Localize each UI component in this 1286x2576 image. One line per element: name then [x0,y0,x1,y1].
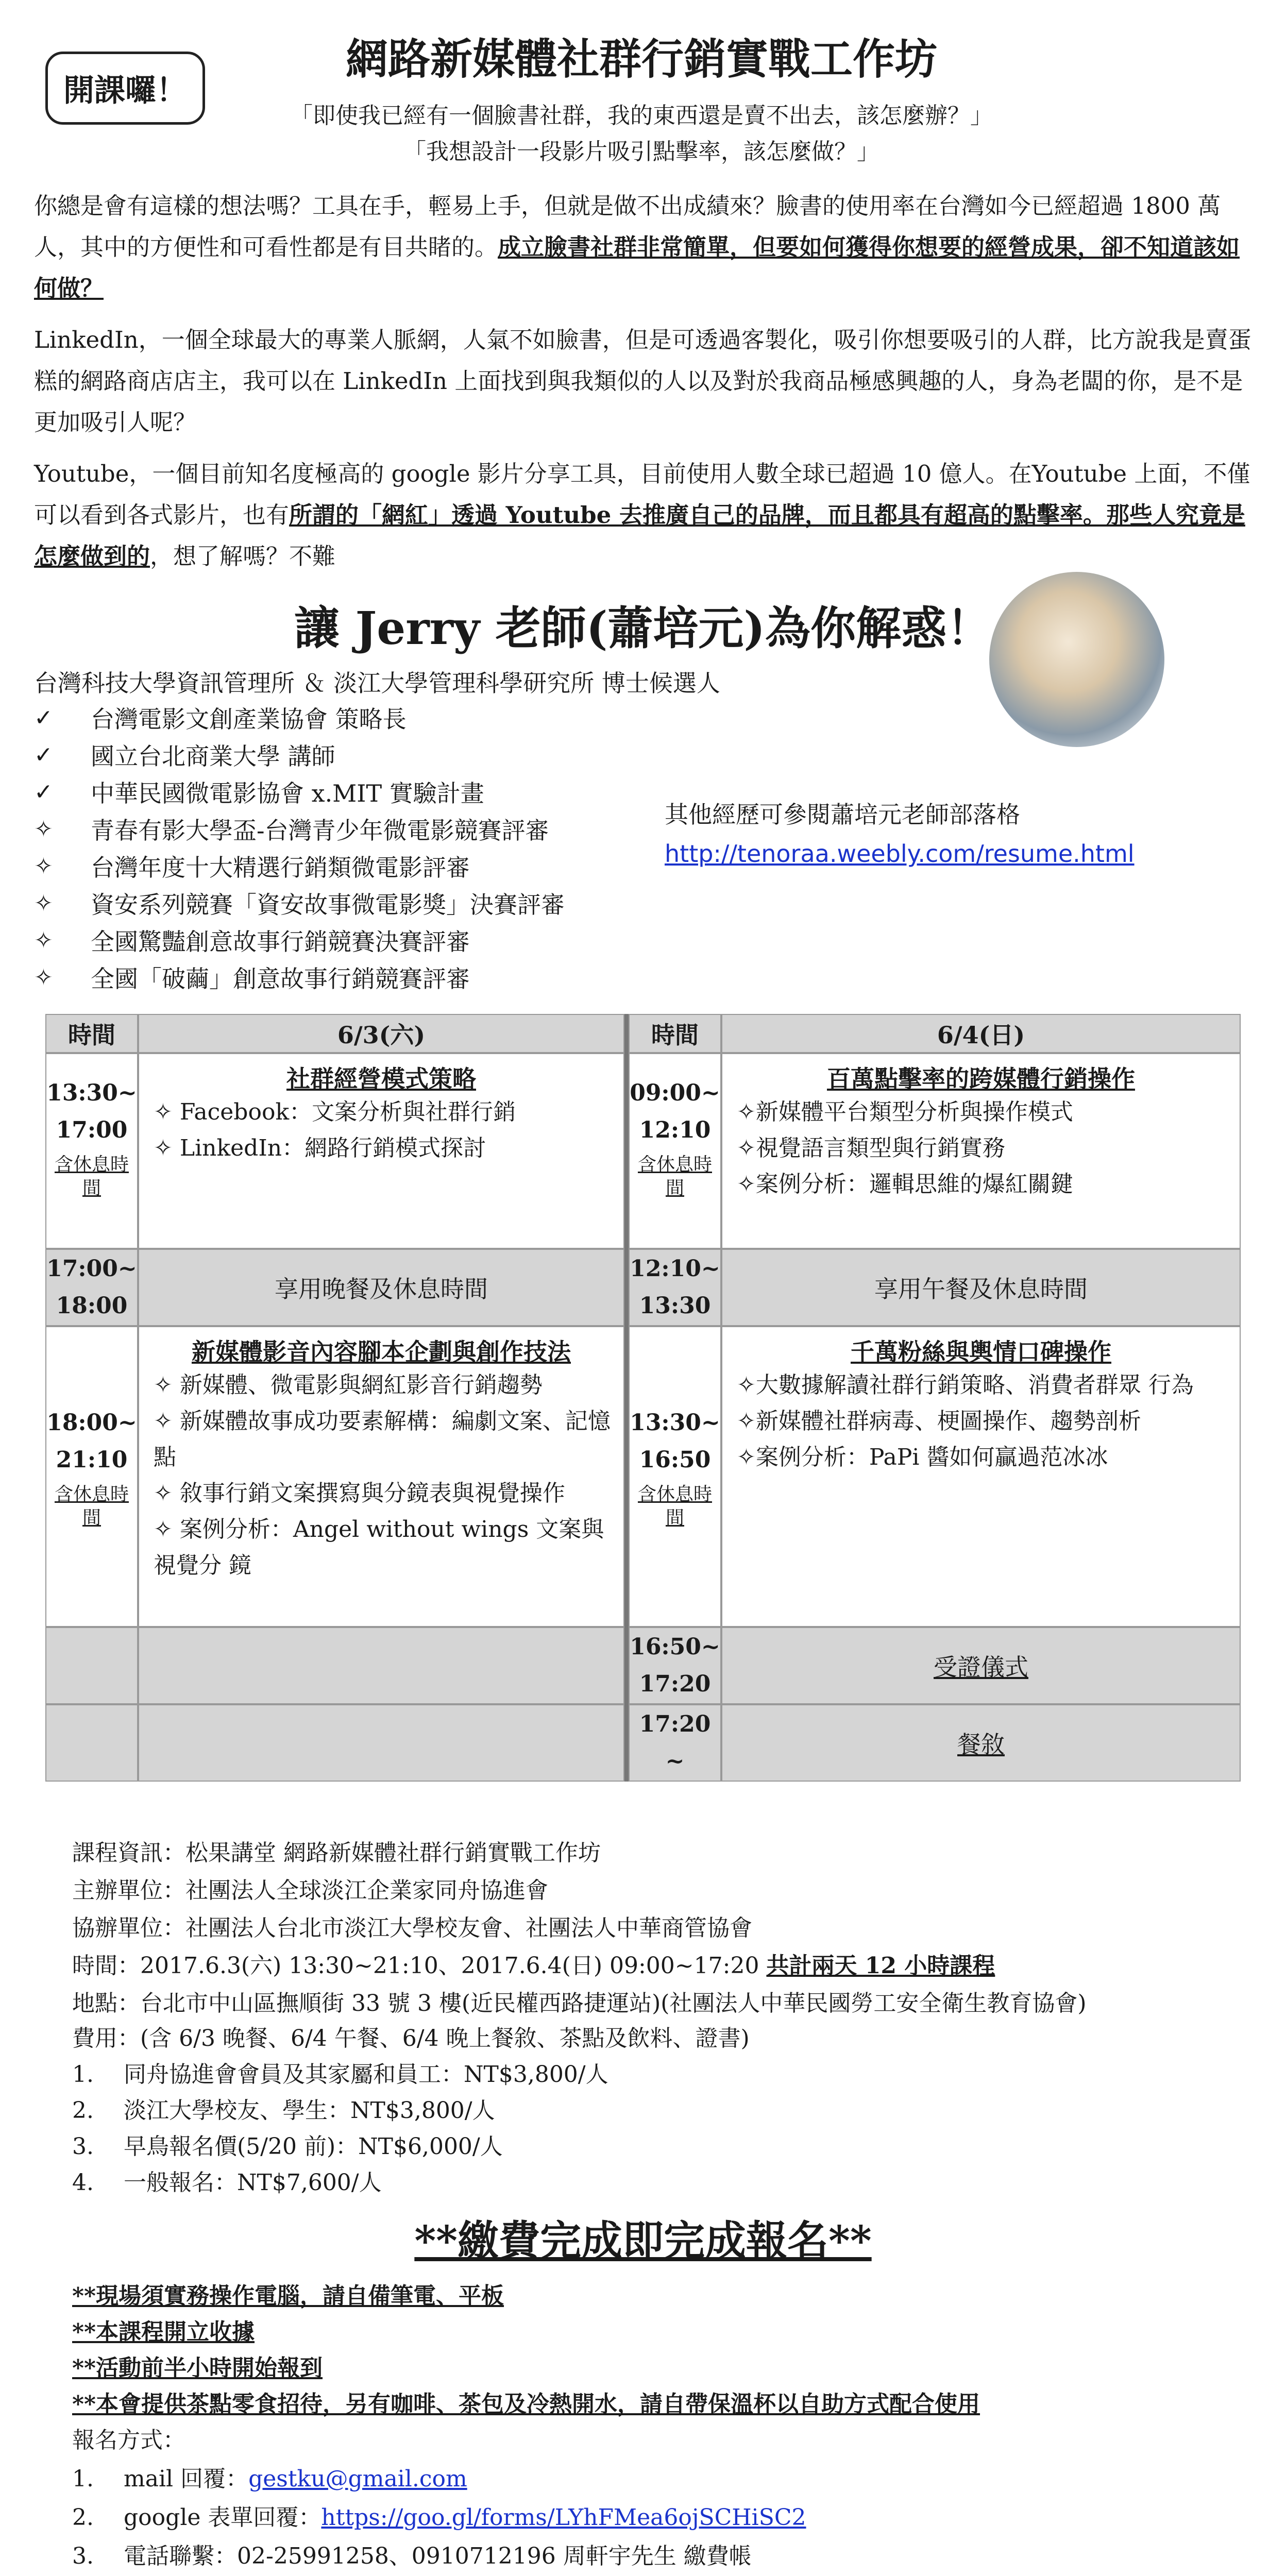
break-note: 含休息時間 [637,1484,712,1529]
cv-item-text: 全國「破繭」創意故事行銷競賽評審 [91,965,470,993]
break-note: 含休息時間 [637,1154,712,1199]
cv-item-text: 國立台北商業大學 講師 [91,742,335,770]
day2-header: 6/4(日) [721,1014,1241,1053]
event-duration: 共計兩天 12 小時課程 [766,1953,995,1979]
price-text: 一般報名：NT$7,600/人 [124,2170,382,2196]
time-header: 時間 [45,1014,138,1053]
cv-item-text: 資安系列競賽「資安故事微電影獎」決賽評審 [91,891,565,919]
cv-item-text: 台灣年度十大精選行銷類微電影評審 [91,854,470,882]
price-item [72,2164,382,2197]
list-number: 2. [72,2504,94,2531]
price-item [72,2092,495,2125]
note-item: **本會提供茶點零食招待，另有咖啡、茶包及冷熱開水，請自帶保溫杯以自助方式配合使用 [72,2391,980,2417]
cv-item-text: 中華民國微電影協會 x.MIT 實驗計畫 [91,779,484,807]
signup-item [72,2460,467,2493]
certificate-ceremony: 受證儀式 [721,1627,1241,1704]
p1-text: 你總是會有這樣的想法嗎？工具在手，輕易上手，但就是做不出成績來？臉書的使用率在台灣如今已經超過 1800 萬人，其中的方便性和可看性都是有目共睹的。 [34,192,1221,261]
session-time [45,1053,138,1249]
list-number: 1. [72,2061,94,2088]
price-item [72,2056,608,2089]
session-item: ✧ 新媒體故事成功要素解構：編劇文案、記憶點 [154,1408,611,1470]
note-item: **活動前半小時開始報到 [72,2355,323,2381]
sparkle-icon: ✧ [34,853,53,879]
session-item: ✧ 案例分析：Angel without wings 文案與視覺分 鏡 [154,1516,604,1579]
quote-2: 「我想設計一段影片吸引點擊率，該怎麼做？」 [403,139,879,165]
intro-paragraph-facebook [34,185,1255,309]
meal-time: 12:10~ 13:30 [629,1249,721,1326]
schedule-table [45,1014,1241,1782]
badge-text: 開課囉！ [63,73,187,109]
google-form-link[interactable]: https://goo.gl/forms/LYhFMea6ojSCHiSC2 [321,2504,806,2531]
empty-cell [138,1704,624,1782]
session-title: 千萬粉絲與輿情口碑操作 [851,1338,1111,1366]
break-note: 含休息時間 [54,1154,129,1199]
time-range: 09:00~ 12:10 [630,1080,720,1143]
note-item: **本課程開立收據 [72,2319,255,2345]
empty-cell [45,1704,138,1782]
price-item [72,2128,503,2161]
email-link[interactable]: gestku@gmail.com [248,2466,467,2492]
check-icon: ✓ [34,704,53,731]
session-item: ✧ 敘事行銷文案撰寫與分鏡表與視覺操作 [154,1480,565,1506]
session-item: ✧ LinkedIn：網路行銷模式探討 [154,1135,486,1161]
lunch-break: 享用午餐及休息時間 [721,1249,1241,1326]
session-item: ✧案例分析：PaPi 醬如何贏過范冰冰 [737,1444,1108,1470]
session-cell [138,1053,624,1249]
time-header: 時間 [629,1014,721,1053]
blog-label: 其他經歷可參閱蕭培元老師部落格 [665,801,1020,828]
cv-item [34,738,335,772]
check-icon: ✓ [34,778,53,805]
session-item: ✧ Facebook：文案分析與社群行銷 [154,1099,516,1125]
signup-item [72,2537,752,2570]
session-item: ✧新媒體平台類型分析與操作模式 [737,1099,1073,1125]
cv-item-text: 全國驚豔創意故事行銷競賽決賽評審 [91,928,470,956]
time-range: 13:30~ 16:50 [630,1410,720,1473]
p1-emphasis: 成立臉書社群非常簡單，但要如何獲得你想要的經營成果，卻不知道該如何做？ [34,233,1240,302]
p3-text: Youtube，一個目前知名度極高的 google 影片分享工具，目前使用人數全球已超過 10 億人。在Youtube 上面，不僅可以看到各式影片，也有 [34,460,1250,529]
signup-label: google 表單回覆： [124,2504,321,2531]
dinner-break: 享用晚餐及休息時間 [138,1249,624,1326]
session-item: ✧視覺語言類型與行銷實務 [737,1135,1005,1161]
session-title: 百萬點擊率的跨媒體行銷操作 [827,1065,1135,1093]
list-number: 3. [72,2133,94,2160]
event-time-text: 時間：2017.6.3(六) 13:30~21:10、2017.6.4(日) 09:00~17:20 [72,1953,767,1979]
session-title: 新媒體影音內容腳本企劃與創作技法 [192,1338,571,1366]
cv-item [34,886,565,920]
cv-item [34,960,470,994]
fee-info: 費用：(含 6/3 晚餐、6/4 午餐、6/4 晚上餐敘、茶點及飲料、證書) [72,2025,750,2052]
course-info: 課程資訊：松果講堂 網路新媒體社群行銷實戰工作坊 [72,1840,601,1866]
dinner-party-time: 17:20 ~ [629,1704,721,1782]
session-cell [721,1326,1241,1627]
ceremony-time: 16:50~ 17:20 [629,1627,721,1704]
session-cell [138,1326,624,1627]
price-text: 淡江大學校友、學生：NT$3,800/人 [124,2097,495,2124]
open-course-badge [45,52,205,125]
price-text: 同舟協進會會員及其家屬和員工：NT$3,800/人 [124,2061,608,2088]
intro-paragraph-youtube [34,453,1255,577]
list-number: 4. [72,2170,94,2196]
cv-item [34,775,484,809]
co-organizer: 協辦單位：社團法人台北市淡江大學校友會、社團法人中華商管協會 [72,1915,752,1941]
signup-label: 電話聯繫：02-25991258、0910712196 周軒宇先生 繳費帳 [124,2543,752,2569]
session-item: ✧新媒體社群病毒、梗圖操作、趨勢剖析 [737,1408,1141,1434]
meal-time: 17:00~ 18:00 [45,1249,138,1326]
p3-tail: ，想了解嗎？不難 [150,543,336,570]
cv-item [34,812,549,846]
list-number: 1. [72,2466,94,2492]
event-time [72,1947,995,1980]
dinner-party: 餐敘 [721,1704,1241,1782]
time-range: 18:00~ 21:10 [46,1410,137,1473]
session-time [629,1053,721,1249]
cv-item [34,923,470,957]
day1-header: 6/3(六) [138,1014,624,1053]
sparkle-icon: ✧ [34,927,53,954]
organizer: 主辦單位：社團法人全球淡江企業家同舟協進會 [72,1877,548,1904]
cv-item-text: 青春有影大學盃-台灣青少年微電影競賽評審 [91,817,549,844]
p3-emphasis: 所謂的「網紅」透過 Youtube 去推廣自己的品牌，而且都具有超高的點擊率。那些人究竟是怎麼做到的 [34,501,1245,570]
session-item: ✧大數據解讀社群行銷策略、消費者群眾 行為 [737,1372,1194,1398]
page-title: 網路新媒體社群行銷實戰工作坊 [345,35,937,84]
break-note: 含休息時間 [54,1484,129,1529]
session-time [45,1326,138,1627]
empty-cell [45,1627,138,1704]
table-divider [624,1014,629,1782]
event-place: 地點：台北市中山區撫順街 33 號 3 樓(近民權西路捷運站)(社團法人中華民國勞工安全衛生教育協會) [72,1990,1087,2016]
session-item: ✧ 新媒體、微電影與網紅影音行銷趨勢 [154,1372,543,1398]
empty-cell [138,1627,624,1704]
sparkle-icon: ✧ [34,890,53,917]
sparkle-icon: ✧ [34,964,53,991]
cv-item [34,701,407,735]
list-number: 2. [72,2097,94,2124]
time-range: 13:30~ 17:00 [46,1080,137,1143]
check-icon: ✓ [34,741,53,768]
speaker-credential: 台灣科技大學資訊管理所 ＆ 淡江大學管理科學研究所 博士候選人 [34,669,720,697]
session-cell [721,1053,1241,1249]
signup-continued [72,2573,117,2576]
speaker-heading: 讓 Jerry 老師(蕭培元)為你解惑！ [294,601,992,655]
price-text: 早鳥報名價(5/20 前)：NT$6,000/人 [124,2133,503,2160]
quote-1: 「即使我已經有一個臉書社群，我的東西還是賣不出去，該怎麼辦？」 [290,103,993,129]
session-time [629,1326,721,1627]
list-number: 3. [72,2543,94,2569]
intro-paragraph-linkedin: LinkedIn，一個全球最大的專業人脈網，人氣不如臉書，但是可透過客製化，吸引你想要吸引的人群，比方說我是賣蛋糕的網路商店店主，我可以在 LinkedIn 上面找到與我類似的人以及對於我商品極感興趣的人，身為老闆的你，是不是更加吸引人呢？ [34,326,1251,436]
signup-label: mail 回覆： [124,2466,249,2492]
note-item: **現場須實務操作電腦，請自備筆電、平板 [72,2283,504,2309]
session-item: ✧案例分析：邏輯思維的爆紅關鍵 [737,1171,1073,1197]
cv-item-text: 台灣電影文創產業協會 策略長 [91,705,407,733]
signup-title: 報名方式： [72,2427,185,2453]
payment-notice: **繳費完成即完成報名** [414,2216,872,2265]
sparkle-icon: ✧ [34,816,53,842]
cv-item [34,849,470,883]
signup-item [72,2499,806,2532]
session-title: 社群經營模式策略 [286,1065,476,1093]
blog-link[interactable]: http://tenoraa.weebly.com/resume.html [665,840,1135,868]
